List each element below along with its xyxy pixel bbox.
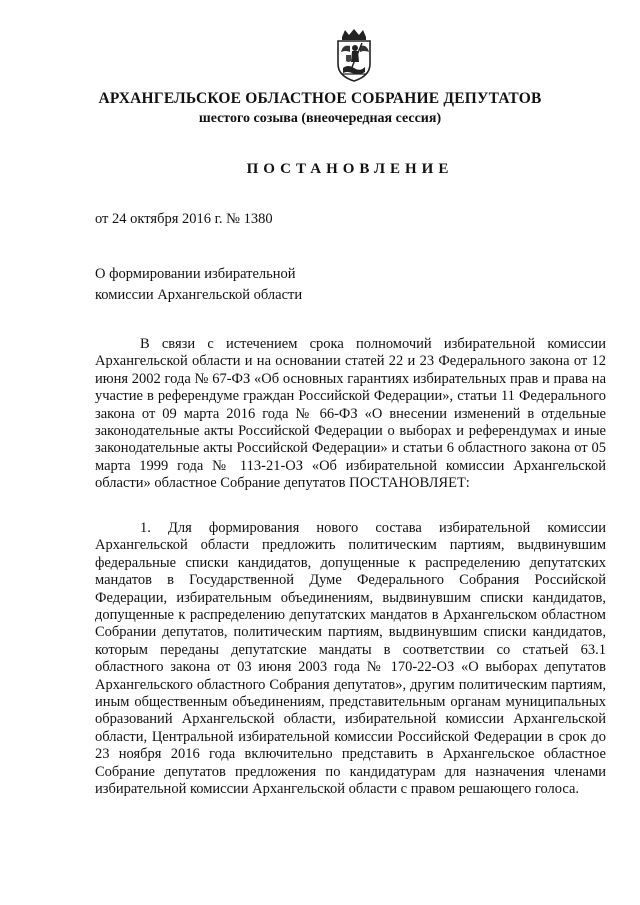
resolution-item-1: 1. Для формирования нового состава избирательной комиссии Архангельской области предложить политическим партиям, выдвинувшим федеральные списки кандидатов, допущенные к распределению депутатских мандатов в Государственной Думе Федерального Собрания Российской Федерации, избирательным объединениям, выдвинувшим списки кандидатов, допущенные к распределению депутатских мандатов в Архангельском областном Собрании депутатов, политическим партиям, выдвинувшим списки кандидатов, которым переданы депутатские мандаты в соответствии со статьей 63.1 областного закона от 03 июня 2003 года № 170-22-ОЗ «О выборах депутатов Архангельского областного Собрания депутатов», другим политическим партиям, иным общественным объединениям, представительным органам муниципальных образований Архангельской области, избирательной комиссии Архангельской области, Центральной избирательной комиссии Российской Федерации в срок до 23 ноября 2016 года включительно представить в Архангельское областное Собрание депутатов предложения по кандидатурам для назначения членами избирательной комиссии Архангельской области с правом решающего голоса. bbox=[95, 520, 606, 798]
organization-name: АРХАНГЕЛЬСКОЕ ОБЛАСТНОЕ СОБРАНИЕ ДЕПУТАТОВ bbox=[98, 90, 542, 107]
document-date-number: от 24 октября 2016 г. № 1380 bbox=[95, 211, 273, 227]
convocation-line: шестого созыва (внеочередная сессия) bbox=[198, 111, 442, 126]
document-type-heading: ПОСТАНОВЛЕНИЕ bbox=[246, 161, 454, 177]
arkhangelsk-coat-of-arms-icon bbox=[328, 28, 380, 82]
preamble-paragraph: В связи с истечением срока полномочий избирательной комиссии Архангельской области и на основании статей 22 и 23 Федерального закона от 12 июня 2002 года № 67-ФЗ «Об основных гарантиях избирательных прав и права на участие в референдуме граждан Российской Федерации», статьи 11 Федерального закона от 09 марта 2016 года № 66-ФЗ «О внесении изменений в отдельные законодательные акты Российской Федерации о выборах и референдумах и иные законодательные акты Российской Федерации» и статьи 6 областного закона от 05 марта 1999 года № 113-21-ОЗ «Об избирательной комиссии Архангельской области» областное Собрание депутатов ПОСТАНОВЛЯЕТ: bbox=[95, 336, 606, 492]
subject-line: О формировании избирательной bbox=[95, 266, 296, 282]
subject-line: комиссии Архангельской области bbox=[95, 287, 303, 303]
document-subject bbox=[95, 264, 355, 306]
